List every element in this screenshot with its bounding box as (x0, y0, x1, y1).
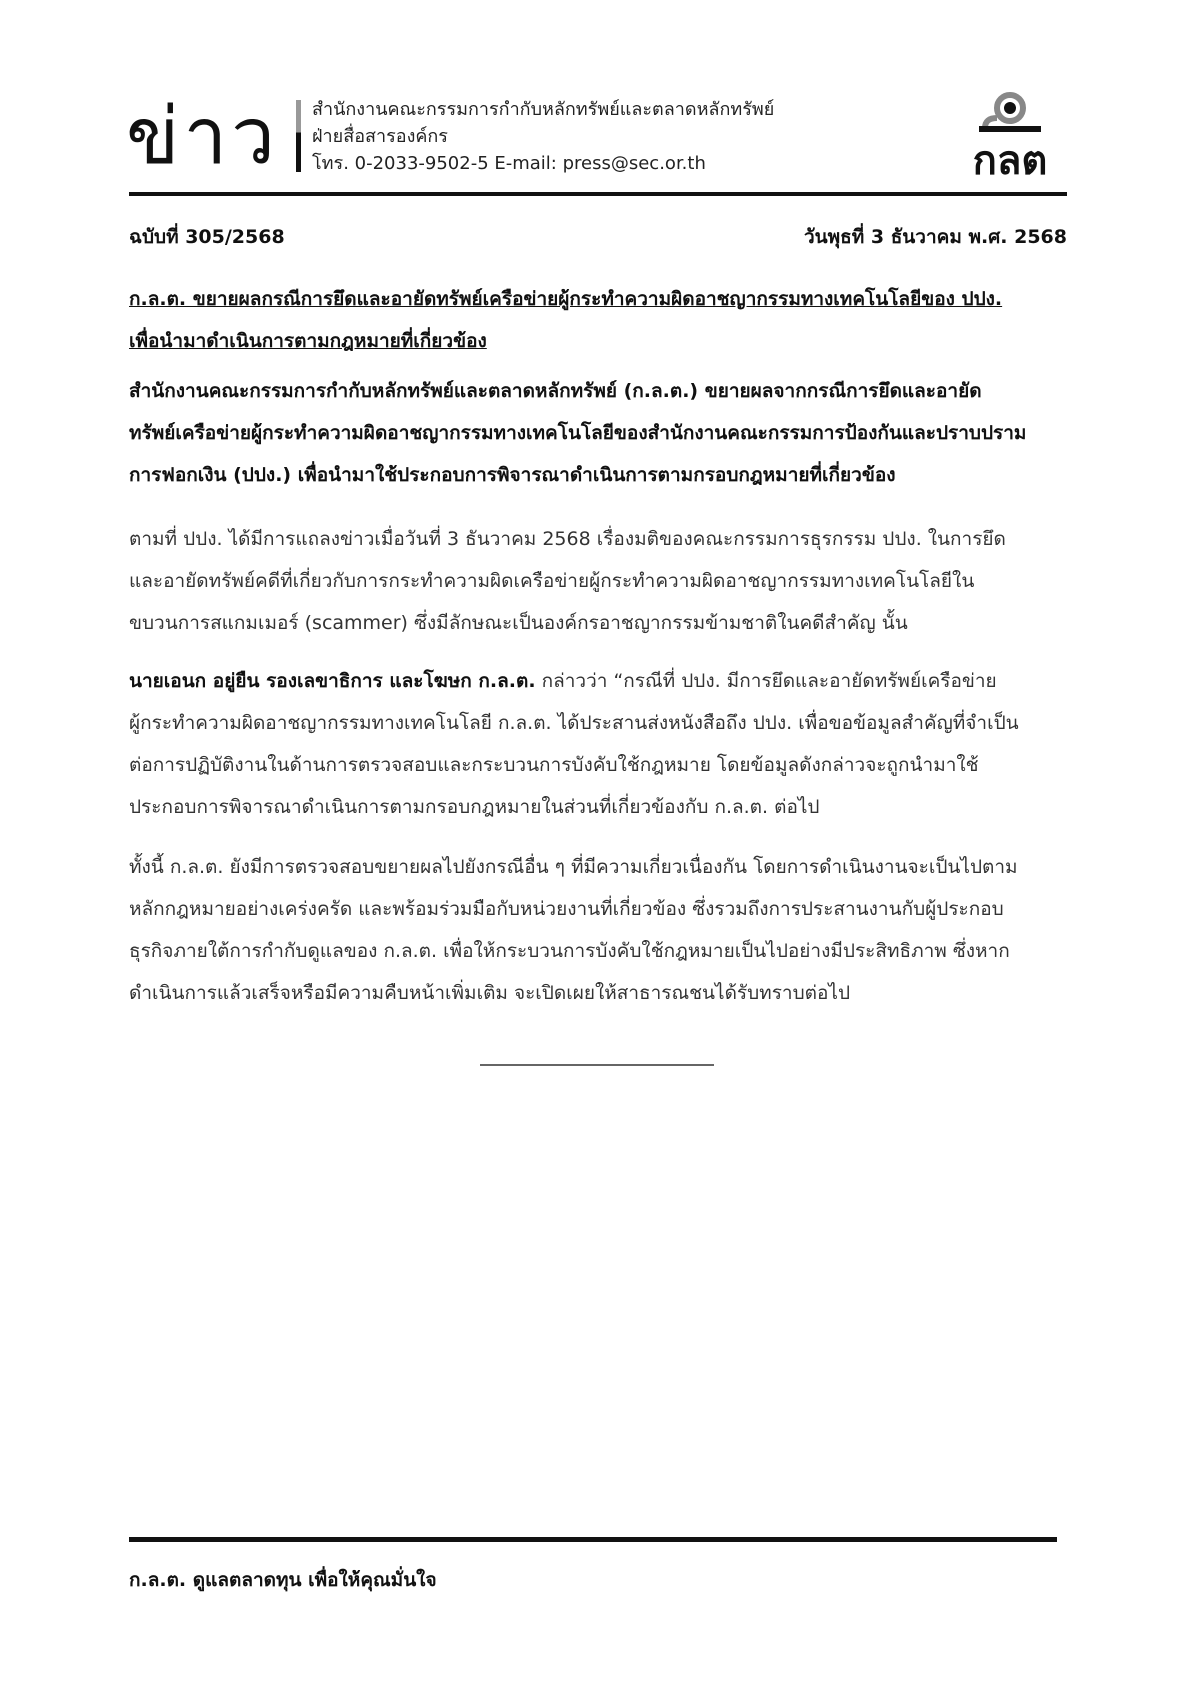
paragraph-text: กล่าวว่า “กรณีที่ ปปง. มีการยึดและอายัดทรัพย์เครือข่าย (535, 670, 997, 692)
lead-line: การฟอกเงิน (ปปง.) เพื่อนำมาใช้ประกอบการพิจารณาดำเนินการตามกรอบกฎหมายที่เกี่ยวข้อง (129, 464, 896, 486)
lead-paragraph (129, 370, 1026, 496)
headline-line: เพื่อนำมาดำเนินการตามกฎหมายที่เกี่ยวข้อง (129, 330, 487, 352)
paragraph-line: ทั้งนี้ ก.ล.ต. ยังมีการตรวจสอบขยายผลไปยังกรณีอื่น ๆ ที่มีความเกี่ยวเนื่องกัน โดยการดำเนินงานจะเป็นไปตาม (129, 856, 1018, 878)
headline (129, 278, 1002, 362)
speaker-name: นายเอนก อยู่ยืน รองเลขาธิการ และโฆษก ก.ล.ต. (129, 670, 536, 692)
paragraph-line: ต่อการปฏิบัติงานในด้านการตรวจสอบและกระบวนการบังคับใช้กฎหมาย โดยข้อมูลดังกล่าวจะถูกนำมาใช้ (129, 754, 979, 776)
sec-logo-mark-icon (955, 90, 1065, 180)
paragraph-line: ประกอบการพิจารณาดำเนินการตามกรอบกฎหมายในส่วนที่เกี่ยวข้องกับ ก.ล.ต. ต่อไป (129, 796, 820, 818)
header-divider (296, 100, 301, 172)
contact-info: โทร. 0-2033-9502-5 E-mail: press@sec.or.th (312, 153, 706, 174)
paragraph-further-action (129, 846, 1018, 1014)
paragraph-line: หลักกฎหมายอย่างเคร่งครัด และพร้อมร่วมมือกับหน่วยงานที่เกี่ยวข้อง ซึ่งรวมถึงการประสานงานกับผู้ประกอบ (129, 898, 1004, 920)
issue-date: วันพุธที่ 3 ธันวาคม พ.ศ. 2568 (803, 226, 1067, 248)
footer-rule (129, 1537, 1057, 1542)
department: ฝ่ายสื่อสารองค์กร (312, 126, 448, 147)
news-wordmark: ข่าว (126, 92, 279, 182)
paragraph-quote (129, 660, 1019, 828)
issue-number: ฉบับที่ 305/2568 (129, 226, 285, 248)
header-rule (129, 192, 1067, 196)
paragraph-line: ขบวนการสแกมเมอร์ (scammer) ซึ่งมีลักษณะเป็นองค์กรอาชญากรรมข้ามชาติในคดีสำคัญ นั้น (129, 612, 908, 634)
org-name: สำนักงานคณะกรรมการกำกับหลักทรัพย์และตลาดหลักทรัพย์ (312, 99, 775, 120)
end-of-text-divider (480, 1064, 714, 1066)
paragraph-line: และอายัดทรัพย์คดีที่เกี่ยวกับการกระทำความผิดเครือข่ายผู้กระทำความผิดอาชญากรรมทางเทคโนโลยีใน (129, 570, 975, 592)
headline-line: ก.ล.ต. ขยายผลกรณีการยึดและอายัดทรัพย์เครือข่ายผู้กระทำความผิดอาชญากรรมทางเทคโนโลยีของ ปปง. (129, 288, 1003, 310)
header-info (312, 96, 774, 177)
paragraph-line: ผู้กระทำความผิดอาชญากรรมทางเทคโนโลยี ก.ล.ต. ได้ประสานส่งหนังสือถึง ปปง. เพื่อขอข้อมูลสำคัญที่จำเป็น (129, 712, 1019, 734)
lead-line: ทรัพย์เครือข่ายผู้กระทำความผิดอาชญากรรมทางเทคโนโลยีของสำนักงานคณะกรรมการป้องกันและปราบปราม (129, 422, 1027, 444)
paragraph-line: ดำเนินการแล้วเสร็จหรือมีความคืบหน้าเพิ่มเติม จะเปิดเผยให้สาธารณชนได้รับทราบต่อไป (129, 982, 850, 1004)
lead-line: สำนักงานคณะกรรมการกำกับหลักทรัพย์และตลาดหลักทรัพย์ (ก.ล.ต.) ขยายผลจากกรณีการยึดและอายัด (129, 380, 982, 402)
paragraph-line: ตามที่ ปปง. ได้มีการแถลงข่าวเมื่อวันที่ 3 ธันวาคม 2568 เรื่องมติของคณะกรรมการธุรกรรม ปปง. ในการยึด (129, 528, 1006, 550)
paragraph-background (129, 518, 1006, 644)
sec-logo (955, 90, 1065, 180)
svg-text:กลต: กลต (972, 138, 1048, 180)
footer-slogan: ก.ล.ต. ดูแลตลาดทุน เพื่อให้คุณมั่นใจ (129, 1569, 437, 1591)
paragraph-line: ธุรกิจภายใต้การกำกับดูแลของ ก.ล.ต. เพื่อให้กระบวนการบังคับใช้กฎหมายเป็นไปอย่างมีประสิทธิภาพ ซึ่งหาก (129, 940, 1010, 962)
